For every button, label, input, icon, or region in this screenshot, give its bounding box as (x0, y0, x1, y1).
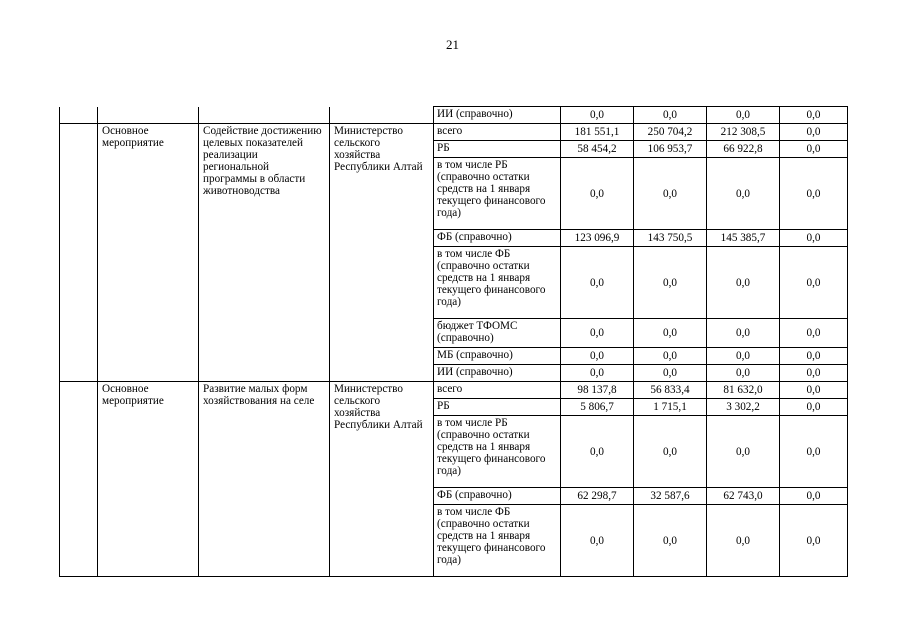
value-cell: 0,0 (707, 348, 780, 365)
value-cell: 0,0 (561, 107, 634, 124)
value-cell: 0,0 (561, 365, 634, 382)
executor-cell: Министерство сельского хозяйства Республики Алтай (330, 382, 434, 577)
value-cell: 66 922,8 (707, 141, 780, 158)
value-cell: 0,0 (561, 416, 634, 488)
value-cell: 58 454,2 (561, 141, 634, 158)
value-cell: 0,0 (634, 365, 707, 382)
value-cell: 0,0 (707, 107, 780, 124)
value-cell: 0,0 (634, 416, 707, 488)
source-cell: всего (434, 382, 561, 399)
value-cell: 0,0 (780, 399, 848, 416)
value-cell: 0,0 (634, 505, 707, 577)
value-cell: 250 704,2 (634, 124, 707, 141)
value-cell: 123 096,9 (561, 230, 634, 247)
source-cell: ИИ (справочно) (434, 365, 561, 382)
value-cell: 0,0 (707, 158, 780, 230)
value-cell: 0,0 (780, 488, 848, 505)
value-cell: 0,0 (780, 141, 848, 158)
value-cell: 98 137,8 (561, 382, 634, 399)
value-cell: 0,0 (707, 505, 780, 577)
value-cell: 0,0 (780, 107, 848, 124)
value-cell: 0,0 (780, 505, 848, 577)
source-cell: РБ (434, 141, 561, 158)
value-cell: 0,0 (780, 319, 848, 348)
value-cell: 0,0 (707, 365, 780, 382)
empty-cell (199, 107, 330, 124)
value-cell: 0,0 (707, 319, 780, 348)
value-cell: 0,0 (634, 348, 707, 365)
table-row (60, 382, 848, 399)
source-cell: РБ (434, 399, 561, 416)
value-cell: 0,0 (780, 230, 848, 247)
table-row (60, 124, 848, 141)
source-cell: в том числе ФБ (справочно остатки средств на 1 января текущего финансового года) (434, 505, 561, 577)
value-cell: 0,0 (634, 247, 707, 319)
value-cell: 62 298,7 (561, 488, 634, 505)
value-cell: 81 632,0 (707, 382, 780, 399)
value-cell: 0,0 (634, 107, 707, 124)
value-cell: 32 587,6 (634, 488, 707, 505)
value-cell: 3 302,2 (707, 399, 780, 416)
activity-type-cell: Основное мероприятие (98, 382, 199, 577)
empty-cell (330, 107, 434, 124)
source-cell: ФБ (справочно) (434, 488, 561, 505)
table-row (60, 107, 848, 124)
value-cell: 212 308,5 (707, 124, 780, 141)
value-cell: 145 385,7 (707, 230, 780, 247)
empty-cell (60, 107, 98, 124)
value-cell: 0,0 (707, 247, 780, 319)
value-cell: 106 953,7 (634, 141, 707, 158)
activity-name-cell: Содействие достижению целевых показателей реализации региональной программы в области животноводства (199, 124, 330, 382)
activity-type-cell: Основное мероприятие (98, 124, 199, 382)
value-cell: 0,0 (561, 319, 634, 348)
value-cell: 0,0 (634, 319, 707, 348)
executor-cell: Министерство сельского хозяйства Республики Алтай (330, 124, 434, 382)
source-cell: в том числе ФБ (справочно остатки средств на 1 января текущего финансового года) (434, 247, 561, 319)
value-cell: 0,0 (780, 365, 848, 382)
page-number: 21 (446, 37, 459, 52)
source-cell: МБ (справочно) (434, 348, 561, 365)
index-cell (60, 124, 98, 382)
source-cell: ФБ (справочно) (434, 230, 561, 247)
value-cell: 1 715,1 (634, 399, 707, 416)
source-cell: ИИ (справочно) (434, 107, 561, 124)
index-cell (60, 382, 98, 577)
value-cell: 0,0 (707, 416, 780, 488)
value-cell: 62 743,0 (707, 488, 780, 505)
value-cell: 0,0 (780, 247, 848, 319)
value-cell: 0,0 (561, 505, 634, 577)
value-cell: 0,0 (780, 348, 848, 365)
value-cell: 0,0 (634, 158, 707, 230)
value-cell: 0,0 (780, 158, 848, 230)
value-cell: 0,0 (561, 158, 634, 230)
value-cell: 143 750,5 (634, 230, 707, 247)
value-cell: 0,0 (780, 416, 848, 488)
source-cell: всего (434, 124, 561, 141)
activity-name-cell: Развитие малых форм хозяйствования на селе (199, 382, 330, 577)
value-cell: 0,0 (561, 247, 634, 319)
budget-table (59, 106, 848, 577)
value-cell: 0,0 (561, 348, 634, 365)
value-cell: 181 551,1 (561, 124, 634, 141)
value-cell: 0,0 (780, 124, 848, 141)
value-cell: 5 806,7 (561, 399, 634, 416)
source-cell: в том числе РБ (справочно остатки средств на 1 января текущего финансового года) (434, 158, 561, 230)
source-cell: бюджет ТФОМС (справочно) (434, 319, 561, 348)
value-cell: 0,0 (780, 382, 848, 399)
value-cell: 56 833,4 (634, 382, 707, 399)
source-cell: в том числе РБ (справочно остатки средств на 1 января текущего финансового года) (434, 416, 561, 488)
empty-cell (98, 107, 199, 124)
